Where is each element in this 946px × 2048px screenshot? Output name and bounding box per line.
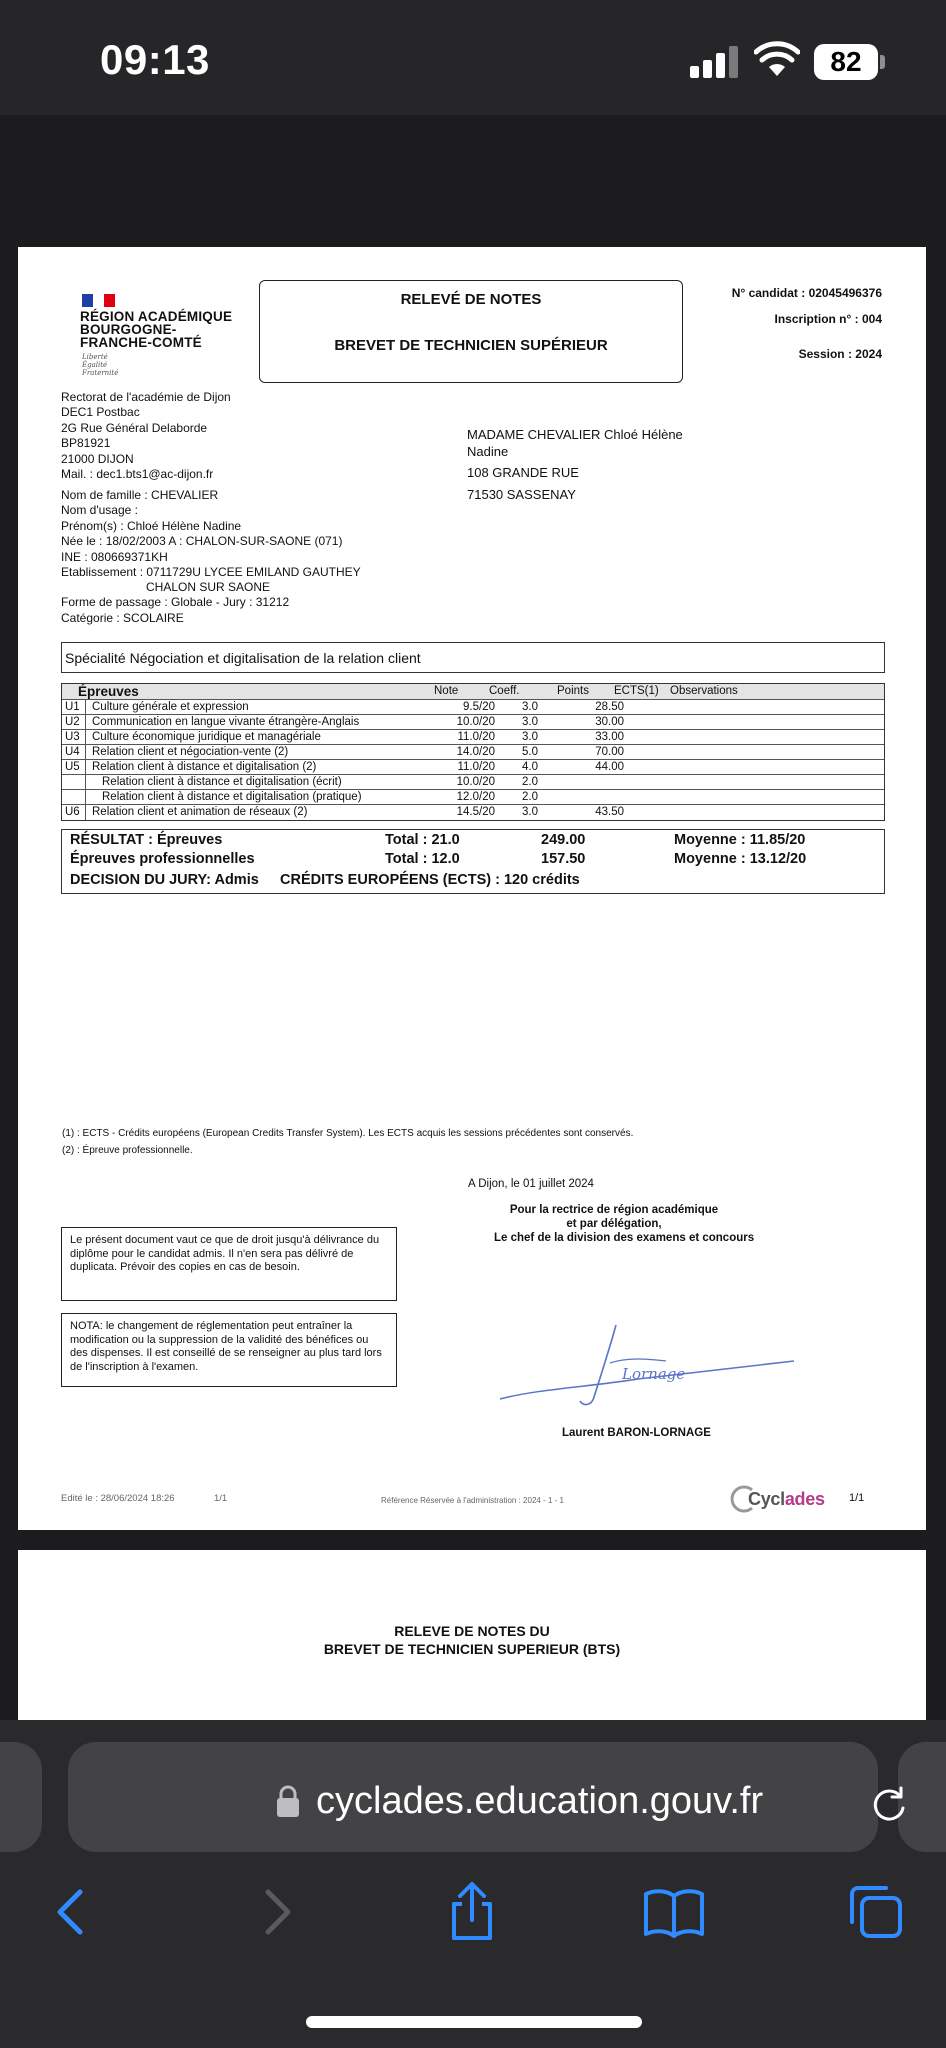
header-epreuves: Épreuves xyxy=(78,684,139,699)
table-row xyxy=(62,790,884,805)
brand-suffix: ades xyxy=(784,1489,825,1509)
row-label: Relation client à distance et digitalisation (pratique) xyxy=(102,791,362,803)
row-code: U2 xyxy=(65,716,80,728)
signature-text: Lornage xyxy=(622,1365,686,1383)
signature xyxy=(498,1317,798,1417)
row-note: 9.5/20 xyxy=(463,701,495,713)
page2-title-2: BREVET DE TECHNICIEN SUPERIEUR (BTS) xyxy=(323,1641,621,1657)
sender-line: 21000 DIJON xyxy=(61,452,134,466)
table-row xyxy=(62,760,884,775)
place-date: A Dijon, le 01 juillet 2024 xyxy=(468,1178,594,1190)
row-coeff: 3.0 xyxy=(522,731,538,743)
table-row xyxy=(62,805,884,820)
wifi-icon xyxy=(754,40,800,78)
row-note: 11.0/20 xyxy=(457,731,495,743)
home-indicator[interactable] xyxy=(306,2016,642,2028)
motto-egalite: Égalité xyxy=(82,361,108,369)
row-code: U5 xyxy=(65,761,80,773)
cyclades-wordmark xyxy=(748,1489,825,1510)
forward-button[interactable] xyxy=(244,1880,308,1944)
logo-line-2: BOURGOGNE- xyxy=(80,322,177,337)
edited-page: 1/1 xyxy=(214,1493,228,1504)
recipient-line: Nadine xyxy=(467,444,509,459)
page-number: 1/1 xyxy=(849,1492,865,1504)
row-code: U1 xyxy=(65,701,80,713)
reload-icon[interactable] xyxy=(870,1784,910,1824)
nota-box: NOTA: le changement de réglementation peut entraîner la modification ou la suppression de la validité des bénéfices ou des dispenses. Il est conseillé de se renseigner au plus tard lors de l'inscription à l'examen. xyxy=(61,1313,397,1387)
results-box xyxy=(61,829,885,894)
table-row xyxy=(62,775,884,790)
row-code: U6 xyxy=(65,806,80,818)
document-title-box xyxy=(259,280,683,383)
document-title: RELEVÉ DE NOTES xyxy=(400,291,542,308)
candidate-number: N° candidat : 02045496376 xyxy=(731,286,882,300)
row-note: 11.0/20 xyxy=(457,761,495,773)
brand-prefix: Cycl xyxy=(748,1489,785,1509)
page2-title-1: RELEVE DE NOTES DU xyxy=(394,1623,550,1639)
row-note: 10.0/20 xyxy=(456,776,495,788)
bookmarks-button[interactable] xyxy=(642,1880,706,1944)
motto-fraternite: Fraternité xyxy=(82,369,119,377)
reference: Référence Réservée à l'administration : 2024 - 1 - 1 xyxy=(381,1496,564,1505)
battery-tip xyxy=(880,55,885,69)
identity-line: Etablissement : 0711729U LYCEE EMILAND GAUTHEY xyxy=(61,565,361,579)
back-button[interactable] xyxy=(40,1880,104,1944)
identity-line: Catégorie : SCOLAIRE xyxy=(61,611,184,625)
footnotes xyxy=(62,1125,633,1159)
table-header-row xyxy=(62,684,884,700)
recipient-line: MADAME CHEVALIER Chloé Hélène xyxy=(467,427,683,442)
sender-line: BP81921 xyxy=(61,436,111,450)
row-coeff: 2.0 xyxy=(522,791,538,803)
header-observations: Observations xyxy=(670,685,738,697)
result-points: 249.00 xyxy=(541,832,586,848)
row-note: 14.0/20 xyxy=(456,746,495,758)
lock-icon xyxy=(276,1784,300,1818)
logo-line-3: FRANCHE-COMTÉ xyxy=(80,335,202,350)
recipient-line: 71530 SASSENAY xyxy=(467,487,576,502)
footnote-2: (2) : Épreuve professionnelle. xyxy=(62,1145,193,1156)
row-points: 70.00 xyxy=(595,746,624,758)
row-points: 43.50 xyxy=(595,806,624,818)
row-coeff: 4.0 xyxy=(522,761,538,773)
professional-points: 157.50 xyxy=(541,851,586,867)
specialty-label: Spécialité Négociation et digitalisation de la relation client xyxy=(65,650,421,666)
document-page-1 xyxy=(18,247,926,1530)
header-coeff: Coeff. xyxy=(489,685,520,697)
identity-line: CHALON SUR SAONE xyxy=(146,580,271,594)
french-flag-icon xyxy=(82,294,116,307)
identity-line: Nom de famille : CHEVALIER xyxy=(61,488,219,502)
region-logo xyxy=(80,310,232,349)
pdf-viewer[interactable] xyxy=(0,115,946,1720)
professional-total: Total : 12.0 xyxy=(385,851,460,867)
browser-toolbar xyxy=(0,1720,946,2048)
identity-line: INE : 080669371KH xyxy=(61,550,168,564)
row-coeff: 3.0 xyxy=(522,806,538,818)
jury-decision: DECISION DU JURY: Admis xyxy=(70,872,259,888)
row-code: U3 xyxy=(65,731,80,743)
previous-tab-edge[interactable] xyxy=(0,1742,42,1852)
identity-line: Née le : 18/02/2003 A : CHALON-SUR-SAONE (071) xyxy=(61,534,343,548)
row-coeff: 3.0 xyxy=(522,701,538,713)
result-average: Moyenne : 11.85/20 xyxy=(674,832,806,848)
recipient-line: 108 GRANDE RUE xyxy=(467,465,579,480)
battery-icon: 82 xyxy=(814,44,878,80)
grades-table xyxy=(61,683,885,821)
row-coeff: 2.0 xyxy=(522,776,538,788)
row-label: Culture économique juridique et managériale xyxy=(92,731,321,743)
logo-line-1: RÉGION ACADÉMIQUE xyxy=(80,309,233,324)
result-label: RÉSULTAT : Épreuves xyxy=(70,832,223,848)
row-label: Communication en langue vivante étrangère-Anglais xyxy=(92,716,360,728)
row-label: Relation client à distance et digitalisation (2) xyxy=(92,761,317,773)
document-page-2 xyxy=(18,1550,926,1725)
identity-line: Prénom(s) : Chloé Hélène Nadine xyxy=(61,519,242,533)
table-row xyxy=(62,745,884,760)
signatory-line-3: Le chef de la division des examens et concours xyxy=(494,1232,755,1244)
status-time: 09:13 xyxy=(100,36,210,83)
ects-credits: CRÉDITS EUROPÉENS (ECTS) : 120 crédits xyxy=(280,872,580,888)
status-bar xyxy=(0,0,946,115)
sender-line: DEC1 Postbac xyxy=(61,405,140,419)
cellular-signal-icon xyxy=(690,44,740,78)
row-label: Relation client et animation de réseaux (2) xyxy=(92,806,308,818)
document-subtitle: BREVET DE TECHNICIEN SUPÉRIEUR xyxy=(334,337,608,354)
signatory-line-1: Pour la rectrice de région académique xyxy=(509,1204,719,1216)
sender-line: 2G Rue Général Delaborde xyxy=(61,421,208,435)
professional-average: Moyenne : 13.12/20 xyxy=(674,851,807,867)
row-points: 30.00 xyxy=(595,716,624,728)
republic-motto xyxy=(82,353,118,377)
row-note: 10.0/20 xyxy=(456,716,495,728)
address-bar[interactable] xyxy=(68,1742,878,1852)
row-label: Relation client et négociation-vente (2) xyxy=(92,746,289,758)
row-label: Culture générale et expression xyxy=(92,701,249,713)
tabs-button[interactable] xyxy=(844,1880,908,1944)
sender-email: Mail. : dec1.bts1@ac-dijon.fr xyxy=(61,467,214,481)
header-ects: ECTS(1) xyxy=(614,685,659,697)
notice-box: Le présent document vaut ce que de droit jusqu'à délivrance du diplôme pour le candidat admis. Il n'en sera pas délivré de duplicata. Prévoir des copies en cas de besoin. xyxy=(61,1227,397,1301)
url-text: cyclades.education.gouv.fr xyxy=(316,1780,764,1822)
table-row xyxy=(62,730,884,745)
table-row xyxy=(62,700,884,715)
table-row xyxy=(62,715,884,730)
row-points: 33.00 xyxy=(595,731,624,743)
inscription-number: Inscription n° : 004 xyxy=(774,312,882,326)
header-note: Note xyxy=(434,685,459,697)
row-points: 28.50 xyxy=(595,701,624,713)
identity-line: Nom d'usage : xyxy=(61,503,138,517)
row-note: 14.5/20 xyxy=(456,806,495,818)
result-total: Total : 21.0 xyxy=(385,832,460,848)
signatory-line-2: et par délégation, xyxy=(566,1218,662,1230)
specialty-box xyxy=(61,642,885,673)
edited-date: Edité le : 28/06/2024 18:26 xyxy=(61,1493,175,1504)
session: Session : 2024 xyxy=(798,347,882,361)
professional-label: Épreuves professionnelles xyxy=(70,851,255,867)
row-coeff: 5.0 xyxy=(522,746,538,758)
sender-line: Rectorat de l'académie de Dijon xyxy=(61,390,231,404)
row-label: Relation client à distance et digitalisation (écrit) xyxy=(102,776,342,788)
header-points: Points xyxy=(557,685,589,697)
footnote-1: (1) : ECTS - Crédits européens (European Credits Transfer System). Les ECTS acquis les sessions précédentes sont conservés. xyxy=(62,1128,634,1139)
row-note: 12.0/20 xyxy=(456,791,495,803)
row-points: 44.00 xyxy=(595,761,624,773)
identity-line: Forme de passage : Globale - Jury : 31212 xyxy=(61,595,290,609)
row-code: U4 xyxy=(65,746,80,758)
share-button[interactable] xyxy=(440,1880,504,1944)
motto-liberte: Liberté xyxy=(82,353,108,361)
row-coeff: 3.0 xyxy=(522,716,538,728)
signer-name: Laurent BARON-LORNAGE xyxy=(562,1427,711,1439)
